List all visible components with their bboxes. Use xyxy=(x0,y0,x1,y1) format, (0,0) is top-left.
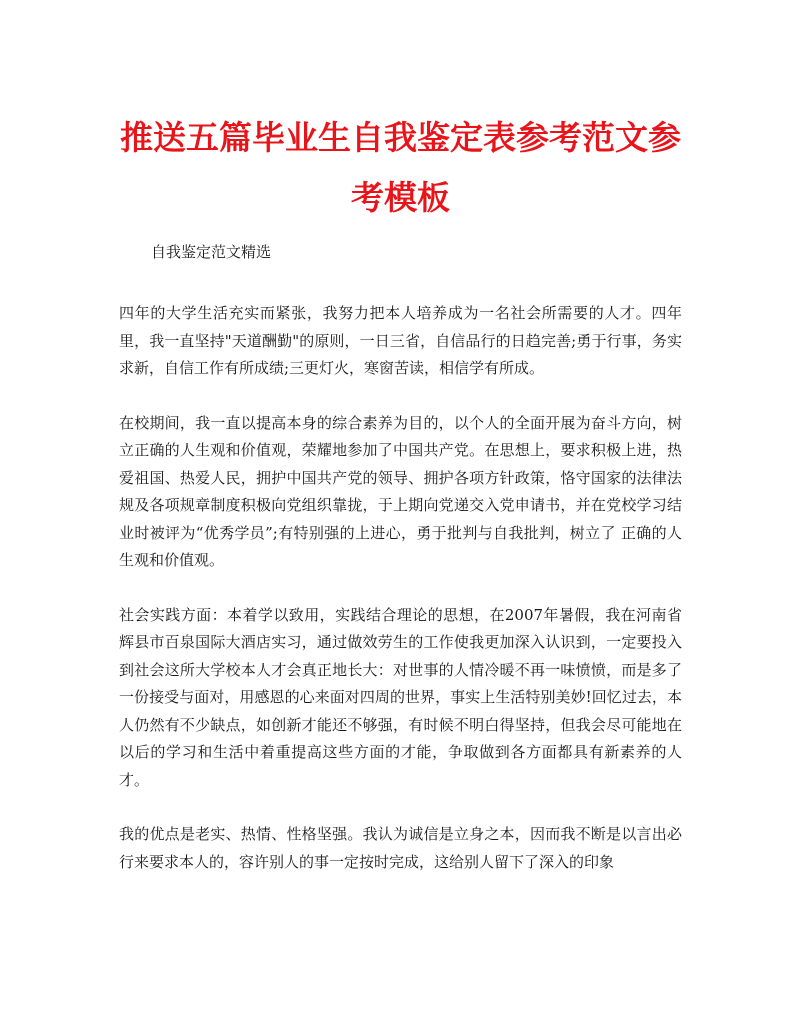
document-title: 推送五篇毕业生自我鉴定表参考范文参考模板 xyxy=(120,118,681,217)
document-subtitle: 自我鉴定范文精选 xyxy=(151,243,272,261)
paragraph-3: 社会实践方面：本着学以致用，实践结合理论的思想，在2007年暑假，我在河南省辉县市百泉国际大酒店实习，通过做效劳生的工作使我更加深入认识到，一定要投入到社会这所大学校本人才会真正地长大：对世事的人情冷暖不再一味愤愤，而是多了一份接受与面对，用感恩的心来面对四周的世界，事实上生活特别美妙!回忆过去，本人仍然有不少缺点，如创新才能还不够强，有时候不明白得坚持，但我会尽可能地在以后的学习和生活中着重提高这些方面的才能，争取做到各方面都具有新素养的人才。 xyxy=(119,605,682,789)
paragraph-1: 四年的大学生活充实而紧张，我努力把本人培养成为一名社会所需要的人才。四年里，我一直坚持"天道酬勤"的原则，一日三省，自信品行的日趋完善;勇于行事，务实求新，自信工作有所成绩;三更灯火，寒窗苦读，相信学有所成。 xyxy=(119,304,682,377)
paragraph-4: 我的优点是老实、热情、性格坚强。我认为诚信是立身之本，因而我不断是以言出必行来要求本人的，容许别人的事一定按时完成，这给别人留下了深入的印象 xyxy=(119,825,682,871)
paragraph-2: 在校期间，我一直以提高本身的综合素养为目的，以个人的全面开展为奋斗方向，树立正确的人生观和价值观，荣耀地参加了中国共产党。在思想上，要求积极上进，热爱祖国、热爱人民，拥护中国共产党的领导、拥护各项方针政策，恪守国家的法律法规及各项规章制度积极向党组织靠拢，于上期向党递交入党申请书，并在党校学习结业时被评为“优秀学员”;有特别强的上进心，勇于批判与自我批判，树立了 正确的人生观和价值观。 xyxy=(119,413,682,569)
